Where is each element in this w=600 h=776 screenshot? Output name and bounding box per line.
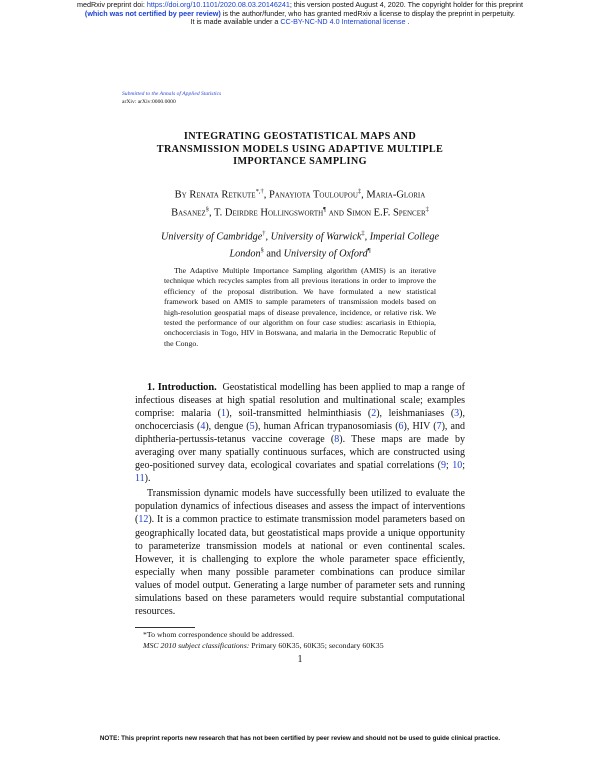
- submission-info: [122, 90, 221, 106]
- certification-note: (which was not certified by peer review): [84, 8, 221, 18]
- body-text: ), soil-transmitted helminthiasis (: [226, 408, 372, 420]
- preprint-header: [0, 1, 600, 27]
- affiliations: [120, 227, 480, 262]
- affiliation: University of Cambridge: [160, 231, 263, 243]
- citation-link[interactable]: 1: [221, 408, 227, 420]
- citation-link[interactable]: 4: [200, 421, 206, 433]
- body-text: ), dengue (: [205, 421, 250, 433]
- title-line: IMPORTANCE SAMPLING: [233, 156, 367, 168]
- abstract: [164, 266, 436, 349]
- license-link[interactable]: CC-BY-NC-ND 4.0 International license: [280, 17, 406, 27]
- header-text: medRxiv preprint doi:: [76, 0, 147, 9]
- body-text: ), and diphtheria-pertussis-tetanus vaccine coverage (: [135, 421, 465, 446]
- affiliation-mark: †: [262, 230, 266, 237]
- author-line: [90, 185, 510, 203]
- arxiv-id: arXiv: arXiv:0000.0000: [122, 99, 176, 105]
- abstract-text: The Adaptive Multiple Importance Sampling algorithm (AMIS) is an iterative technique which recycles samples from all previous iterations in order to improve the efficiency of the proposal distribution. We have formulated a new statistical framework based on AMIS to sample parameters of transmission models based on high-resolution geospatial maps of disease prevalence, incidence, or relative risk. We tested the performance of our algorithm on four case studies: ascariasis in Ethiopia, onchocerciasis in Togo, HIV in Botswana, and malaria in the Democratic Republic of the Congo.: [164, 266, 436, 348]
- affiliation: London: [229, 248, 261, 260]
- affiliation: University of Warwick: [270, 231, 362, 243]
- msc-label: MSC 2010 subject classifications:: [143, 641, 250, 650]
- author-mark: ¶: [323, 205, 327, 213]
- header-text: is the author/funder, who has granted medRxiv a license to display the preprint in perpetuity.: [220, 8, 516, 18]
- msc-codes: Primary 60K35, 60K35; secondary 60K35: [249, 641, 384, 650]
- author-line: [90, 203, 510, 221]
- affiliation: Imperial College: [369, 231, 440, 243]
- and-word: and: [263, 248, 284, 260]
- citation-link[interactable]: 12: [138, 514, 149, 526]
- doi-link[interactable]: https://doi.org/10.1101/2020.08.03.20146241: [146, 0, 290, 9]
- introduction-section: [135, 381, 465, 618]
- body-text: ).: [144, 473, 151, 485]
- preprint-disclaimer: NOTE: This preprint reports new research that has not been certified by peer review and should not be used to guide clinical practice.: [99, 735, 501, 742]
- citation-link[interactable]: 6: [398, 421, 404, 433]
- body-text: ), leishmaniases (: [376, 408, 455, 420]
- citation-link[interactable]: 3: [454, 408, 460, 420]
- footnote-msc: [135, 640, 465, 651]
- author-mark: ‡: [425, 205, 429, 213]
- citation-link[interactable]: 9: [440, 460, 446, 472]
- intro-paragraph-1: [135, 381, 465, 485]
- title-line: TRANSMISSION MODELS USING ADAPTIVE MULTIPLE: [156, 143, 444, 155]
- footnote-divider: [135, 627, 195, 628]
- author: Panayiota Touloupou: [268, 189, 358, 201]
- section-heading: 1. Introduction.: [147, 382, 217, 393]
- paper-title: [100, 131, 500, 169]
- body-text: ), HIV (: [403, 421, 437, 433]
- author: Simon E.F. Spencer: [346, 207, 426, 218]
- header-text: ; this version posted August 4, 2020. The copyright holder for this preprint: [289, 0, 524, 9]
- author-mark: ‡: [357, 188, 362, 195]
- affiliation-mark: ‡: [361, 230, 365, 237]
- citation-link[interactable]: 2: [371, 408, 377, 420]
- author: Basanez: [171, 207, 206, 218]
- intro-paragraph-2: [135, 487, 465, 617]
- header-line-3: [0, 18, 600, 27]
- body-text: Geostatistical modelling has been applied to map a range of infectious diseases at high spatial resolution and multinational scale; examples comprise: malaria (: [135, 382, 466, 420]
- title-line: INTEGRATING GEOSTATISTICAL MAPS AND: [183, 131, 417, 142]
- body-text: ;: [462, 460, 465, 472]
- citation-link[interactable]: 5: [249, 421, 255, 433]
- body-text: Transmission dynamic models have successfully been utilized to evaluate the population dynamics of infectious diseases and assess the impact of interventions (: [135, 488, 465, 526]
- citation-link[interactable]: 7: [436, 421, 442, 433]
- affiliation-line: University of Cambridge†, University of Warwick‡, Imperial College: [160, 230, 440, 243]
- citation-link[interactable]: 11: [135, 473, 145, 485]
- page-number: 1: [297, 654, 303, 665]
- author-mark: *,†: [255, 188, 264, 195]
- author-list: [90, 185, 510, 220]
- affiliation: University of Oxford: [283, 248, 368, 260]
- author: Maria-Gloria: [366, 189, 426, 201]
- separator: ,: [208, 207, 215, 218]
- author: T. Deirdre Hollingsworth: [214, 207, 324, 218]
- body-text: ;: [445, 460, 453, 472]
- affiliation-mark: ¶: [367, 247, 371, 255]
- journal-link[interactable]: Submitted to the Annals of Applied Statistics: [122, 91, 222, 97]
- footnote-correspondence: *To whom correspondence should be addressed.: [143, 630, 295, 639]
- author-mark: §: [205, 205, 209, 213]
- author: Renata Retkute: [189, 189, 256, 201]
- body-text: ), human African trypanosomiasis (: [254, 421, 399, 433]
- body-text: ), onchocerciasis (: [135, 408, 466, 433]
- footnotes: [135, 629, 465, 651]
- header-text: It is made available under a: [190, 17, 281, 27]
- body-text: ). These maps are made by averaging over many spatially continuous surfaces, which are constructed using geo-positioned survey data, ecological covariates and spatial correlations (: [135, 434, 465, 472]
- affiliation-line: [120, 244, 480, 261]
- citation-link[interactable]: 8: [334, 434, 340, 446]
- and-word: and: [326, 207, 347, 218]
- separator: ,: [361, 189, 367, 201]
- body-text: ). It is a common practice to estimate transmission model parameters based on geographically located data, but geostatistical maps provide a unique opportunity to parameterize transmission models at national or even continental scales. However, it is challenging to explore the whole parameter space efficiently, especially when many possible parameter combinations can produce similar values of model output. Generating a large number of parameter sets and running simulations based on these parameters would require substantial computational resources.: [135, 514, 465, 617]
- header-text: .: [405, 17, 410, 27]
- citation-link[interactable]: 10: [452, 460, 463, 472]
- affiliation-mark: §: [260, 247, 264, 255]
- by-label: By: [174, 189, 190, 201]
- separator: ,: [263, 189, 269, 201]
